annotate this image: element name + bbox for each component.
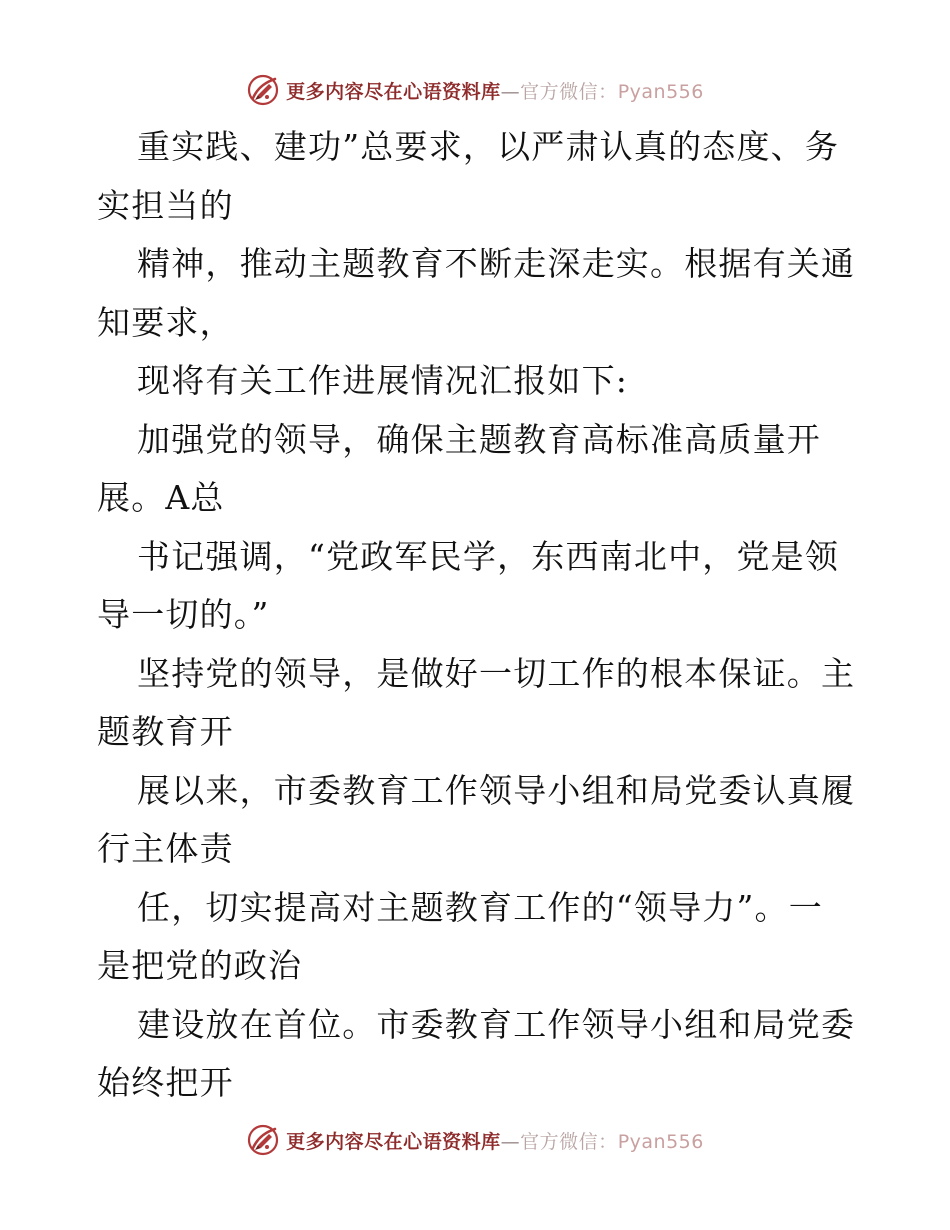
body-line: 始终把开 — [97, 1063, 234, 1102]
body-line: 重实践、建功”总要求，以严肃认真的态度、务 — [137, 127, 840, 166]
body-line: 展。A总 — [97, 478, 225, 517]
body-line: 书记强调，“党政军民学，东西南北中，党是领 — [137, 536, 840, 576]
footer-banner-text — [286, 1127, 704, 1154]
pen-seal-logo-icon — [246, 73, 280, 107]
header-banner-text — [286, 77, 704, 104]
header-banner-main: 更多内容尽在心语资料库 — [286, 80, 501, 103]
header-banner-id: Pyan556 — [617, 80, 704, 103]
body-line: 展以来，市委教育工作领导小组和局党委认真履 — [137, 770, 856, 810]
body-line: 知要求， — [97, 302, 234, 342]
body-line: 导一切的。” — [97, 595, 270, 634]
footer-banner-main: 更多内容尽在心语资料库 — [286, 1130, 501, 1153]
body-line: 行主体责 — [97, 829, 234, 868]
header-banner-content — [246, 73, 704, 107]
body-line: 题教育开 — [97, 712, 234, 751]
body-line: 任，切实提高对主题教育工作的“领导力”。一 — [137, 887, 823, 927]
footer-banner-content — [246, 1123, 704, 1157]
pen-seal-logo-icon — [246, 1123, 280, 1157]
body-line: 实担当的 — [97, 185, 234, 225]
header-banner-separator: — — [500, 80, 521, 103]
body-line: 是把党的政治 — [97, 946, 303, 985]
footer-banner-sub: 官方微信： — [520, 1130, 618, 1153]
body-line: 加强党的领导，确保主题教育高标准高质量开 — [137, 419, 821, 459]
body-line: 现将有关工作进展情况汇报如下: — [137, 361, 629, 400]
footer-banner-separator: — — [500, 1130, 521, 1153]
footer-banner — [0, 1120, 950, 1160]
document-body — [97, 118, 857, 1113]
footer-banner-id: Pyan556 — [617, 1130, 704, 1153]
header-banner-sub: 官方微信： — [520, 80, 618, 103]
body-line: 坚持党的领导，是做好一切工作的根本保证。主 — [137, 653, 856, 693]
body-line: 精神，推动主题教育不断走深走实。根据有关通 — [137, 244, 856, 283]
body-line: 建设放在首位。市委教育工作领导小组和局党委 — [137, 1004, 856, 1044]
header-banner — [0, 70, 950, 110]
